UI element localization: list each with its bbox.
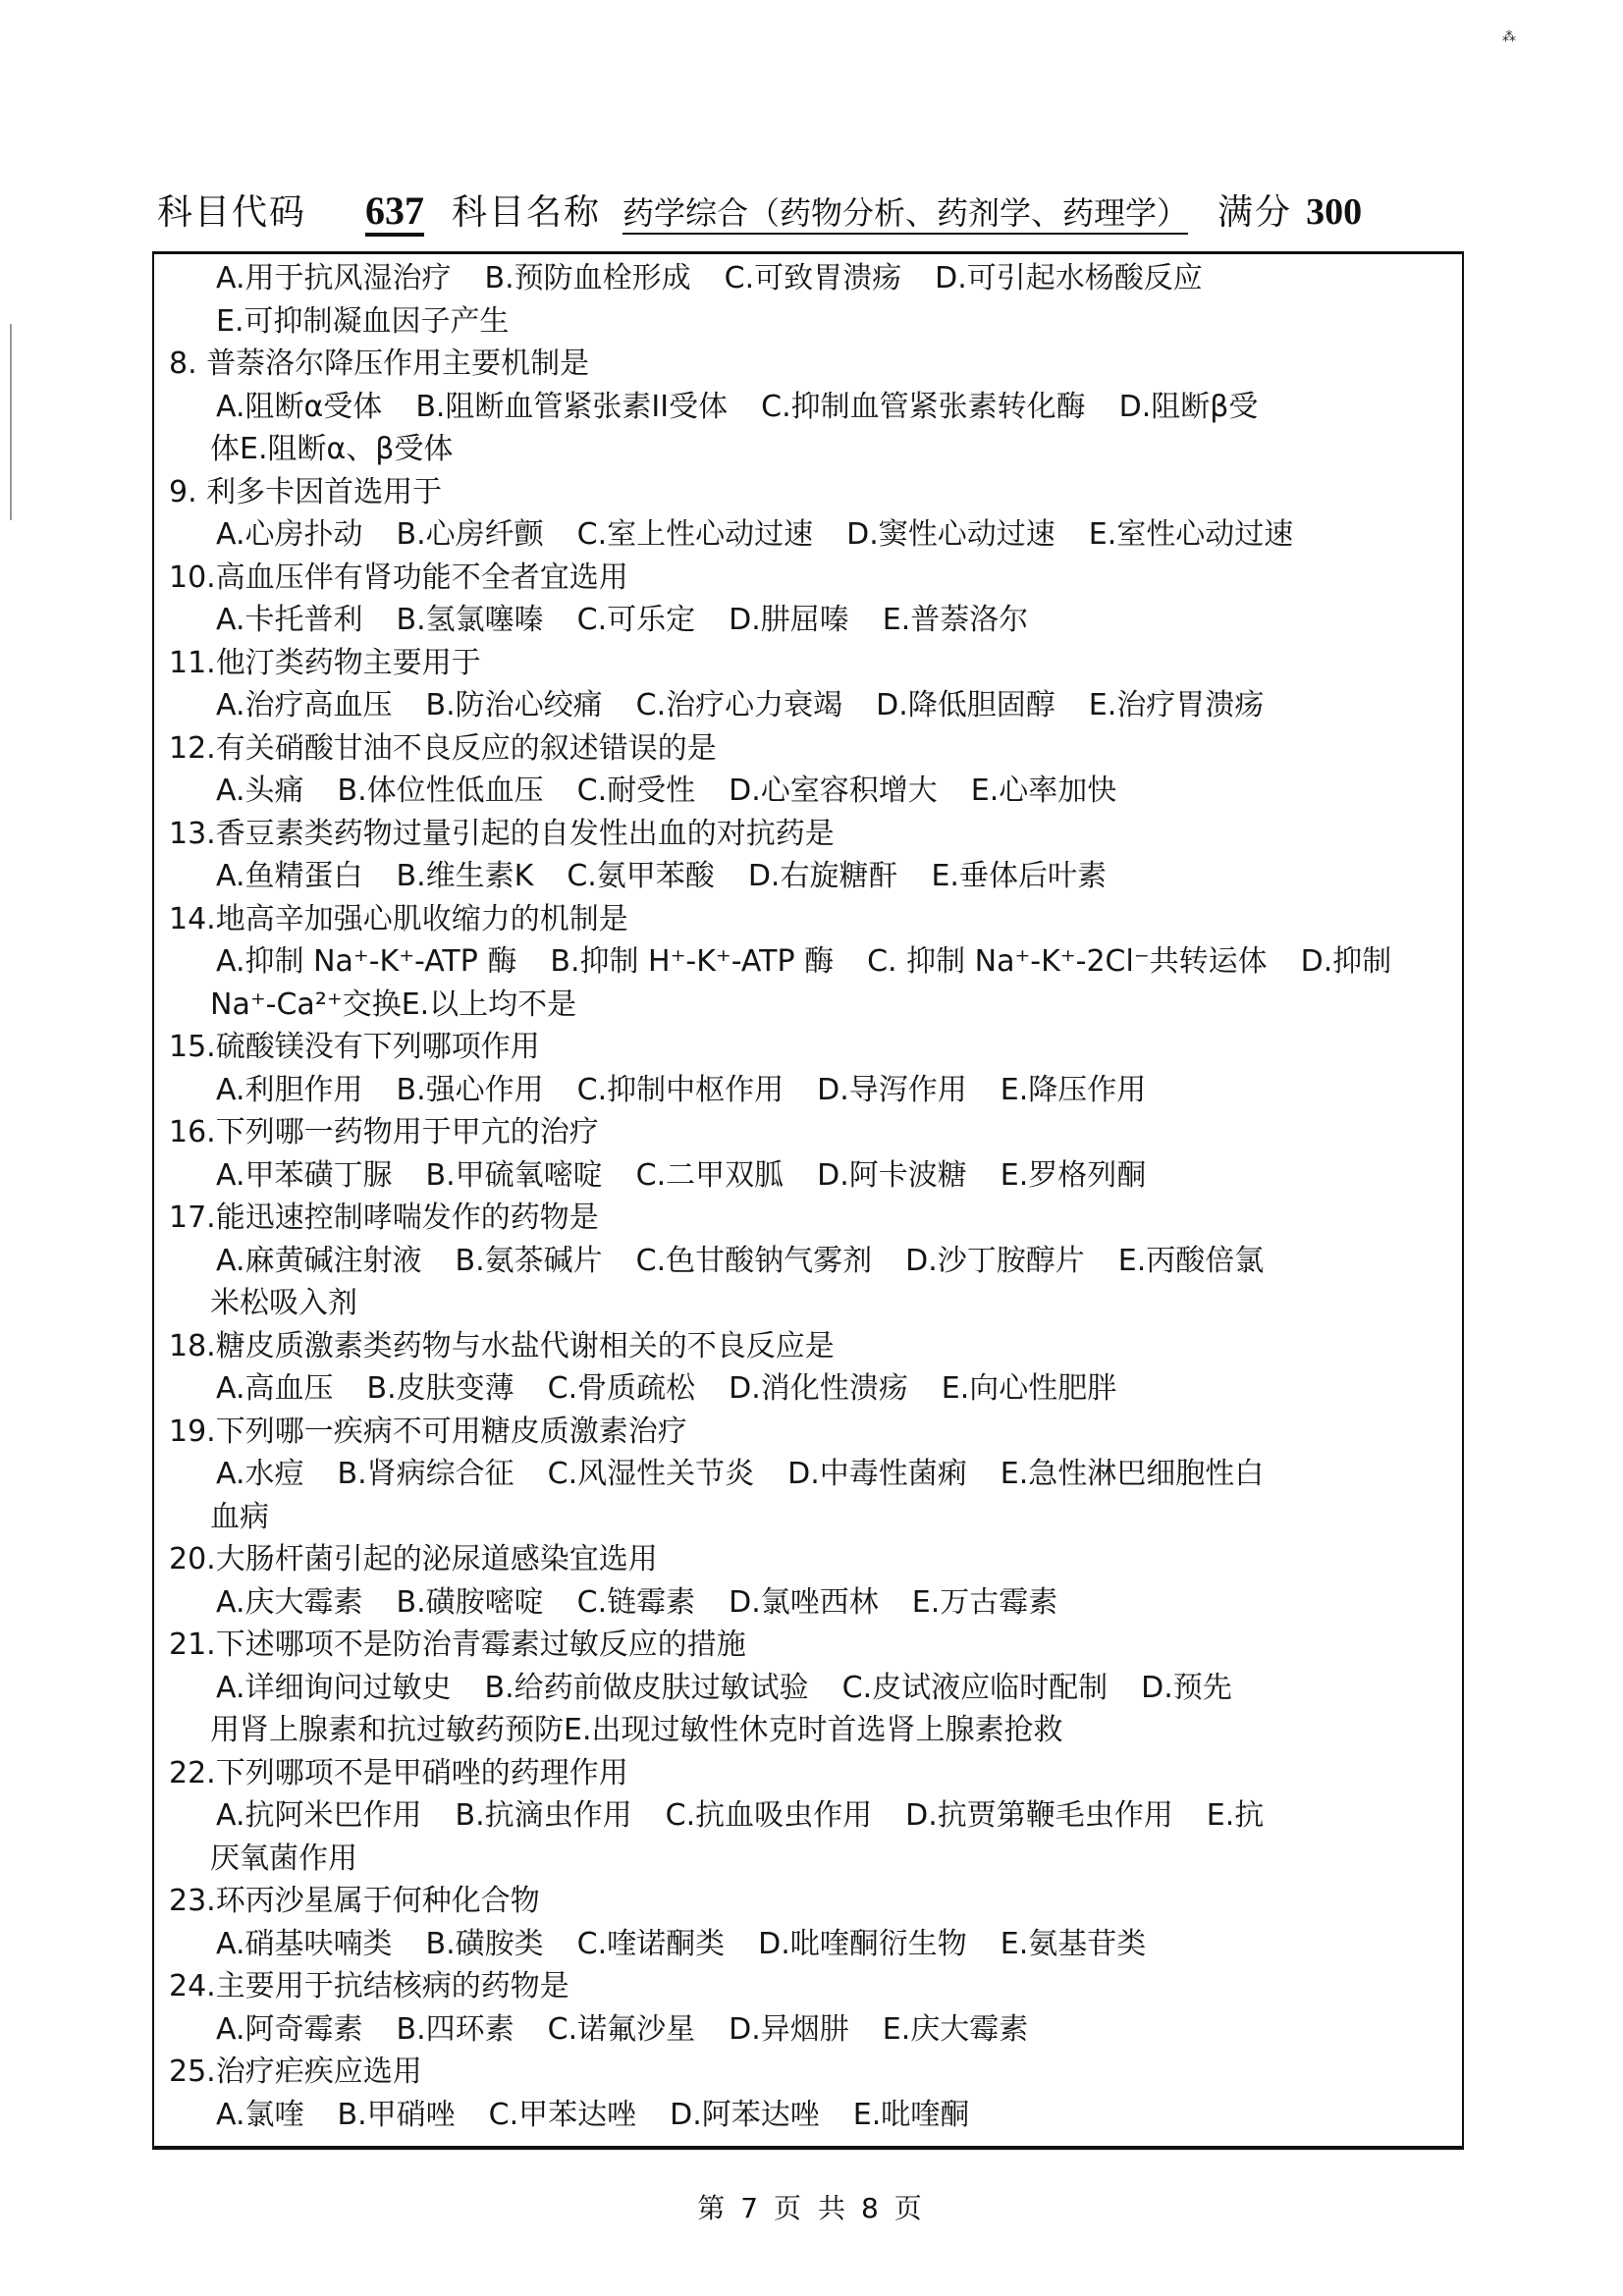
answer-option: C.骨质疏松	[547, 1371, 696, 1406]
answer-option: C.氨甲苯酸	[567, 859, 715, 893]
footer-prefix: 第	[697, 2192, 730, 2224]
answer-option: D.可引起水杨酸反应	[935, 261, 1203, 295]
answer-option: B.体位性低血压	[337, 774, 544, 808]
question-stem: 20.大肠杆菌引起的泌尿道感染宜选用	[169, 1542, 658, 1576]
question-item	[165, 1026, 1461, 1111]
question-item	[165, 727, 1461, 813]
answer-option: A.麻黄碱注射液	[216, 1243, 422, 1278]
answer-option: A.头痛	[216, 774, 304, 808]
question-stem: 21.下述哪项不是防治青霉素过敏反应的措施	[169, 1628, 746, 1662]
exam-header	[157, 185, 1362, 243]
question-item	[165, 1197, 1461, 1325]
question-stem: 19.下列哪一疾病不可用糖皮质激素治疗	[169, 1414, 687, 1449]
answer-option: D.窦性心动过速	[846, 517, 1055, 552]
answer-option: E.出现过敏性休克时首选肾上腺素抢救	[564, 1713, 1063, 1747]
question-stem: 13.香豆素类药物过量引起的自发性出血的对抗药是	[169, 816, 835, 851]
question-stem: 24.主要用于抗结核病的药物是	[169, 1969, 569, 2003]
full-score: 300	[1306, 191, 1363, 233]
answer-option: E.吡喹酮	[852, 2097, 970, 2132]
question-stem: 23.环丙沙星属于何种化合物	[169, 1884, 540, 1918]
question-stem: 17.能迅速控制哮喘发作的药物是	[169, 1201, 599, 1235]
option-line	[165, 513, 1461, 557]
answer-option: E.向心性肥胖	[941, 1371, 1117, 1406]
footer-total-pages: 8	[860, 2192, 883, 2224]
answer-option: E.普萘洛尔	[882, 603, 1029, 637]
answer-option: B.四环素	[396, 2011, 514, 2047]
answer-option: D.阿卡波糖	[817, 1157, 967, 1193]
question-stem: 15.硫酸镁没有下列哪项作用	[169, 1030, 540, 1064]
answer-option: A.卡托普利	[216, 603, 363, 637]
answer-option: C.耐受性	[576, 774, 696, 808]
question-stem: 22.下列哪项不是甲硝唑的药理作用	[169, 1755, 628, 1790]
option-line	[165, 1367, 1461, 1411]
answer-option: B.氨茶碱片	[455, 1243, 603, 1278]
answer-option: 体	[210, 432, 240, 466]
answer-option: E.抗	[1206, 1798, 1265, 1833]
answer-option: E.氨基苷类	[1000, 1926, 1147, 1961]
answer-option: C.链霉素	[576, 1584, 696, 1620]
question-item	[165, 257, 1461, 343]
answer-option: A.抗阿米巴作用	[216, 1798, 422, 1833]
answer-option: B.甲硫氧嘧啶	[425, 1157, 603, 1193]
option-line	[165, 2094, 1461, 2137]
answer-option: C.室上性心动过速	[576, 517, 814, 552]
page-footer	[0, 2187, 1623, 2226]
question-item	[165, 813, 1461, 898]
answer-option: D.消化性溃疡	[729, 1371, 908, 1406]
scan-specks: ⁂	[1502, 29, 1516, 45]
answer-option: A.治疗高血压	[216, 688, 393, 722]
answer-option: D.中毒性菌痢	[787, 1457, 967, 1491]
question-item	[165, 471, 1461, 557]
question-item	[165, 1752, 1461, 1881]
answer-option: E.可抑制凝血因子产生	[216, 303, 510, 339]
answer-option: E.室性心动过速	[1088, 517, 1294, 552]
answer-option: B.磺胺类	[425, 1926, 544, 1961]
question-stem: 14.地高辛加强心肌收缩力的机制是	[169, 901, 628, 936]
answer-option: D.吡喹酮衍生物	[758, 1926, 967, 1961]
question-item	[165, 1411, 1461, 1539]
answer-option: C.抑制血管紧张素转化酶	[761, 389, 1086, 424]
option-line	[165, 1069, 1461, 1112]
answer-option: D.导泻作用	[817, 1072, 967, 1107]
option-line	[165, 599, 1461, 642]
answer-option: C.可致胃溃疡	[724, 261, 902, 295]
answer-option: B.维生素K	[396, 859, 534, 893]
answer-option: A.硝基呋喃类	[216, 1926, 393, 1961]
option-line	[165, 984, 1461, 1027]
answer-option: B.甲硝唑	[337, 2097, 456, 2132]
option-line	[165, 1794, 1461, 1838]
question-item	[165, 1965, 1461, 2051]
question-item	[165, 557, 1461, 642]
answer-option: A.水痘	[216, 1457, 304, 1491]
answer-option: B.抑制 H⁺-K⁺-ATP 酶	[550, 944, 835, 979]
answer-option: C.二甲双胍	[635, 1157, 784, 1193]
option-line	[165, 2008, 1461, 2052]
question-item	[165, 1538, 1461, 1624]
answer-option: C.甲苯达唑	[488, 2097, 637, 2132]
answer-option: E.心率加快	[970, 774, 1117, 808]
option-line	[165, 684, 1461, 727]
option-line	[165, 1453, 1461, 1496]
footer-suffix: 页	[893, 2192, 926, 2224]
answer-option: A.用于抗风湿治疗	[216, 261, 452, 295]
option-line	[165, 855, 1461, 898]
answer-option: B.强心作用	[396, 1072, 544, 1107]
answer-option: B.给药前做皮肤过敏试验	[484, 1670, 809, 1705]
answer-option: E.庆大霉素	[882, 2011, 1029, 2047]
option-line	[165, 1667, 1461, 1710]
question-stem: 18.糖皮质激素类药物与水盐代谢相关的不良反应是	[169, 1328, 835, 1363]
answer-option: 用肾上腺素和抗过敏药预防	[210, 1713, 564, 1747]
answer-option: E.丙酸倍氯	[1117, 1243, 1265, 1278]
question-item	[165, 898, 1461, 1027]
question-item	[165, 1111, 1461, 1197]
answer-option: B.肾病综合征	[337, 1457, 514, 1491]
question-stem: 11.他汀类药物主要用于	[169, 645, 481, 680]
answer-option: A.庆大霉素	[216, 1584, 363, 1620]
answer-option: B.磺胺嘧啶	[396, 1584, 544, 1620]
question-stem: 9. 利多卡因首选用于	[169, 474, 443, 509]
answer-option: C.皮试液应临时配制	[841, 1670, 1109, 1705]
answer-option: C.治疗心力衰竭	[635, 688, 843, 722]
answer-option: D.右旋糖酐	[747, 859, 898, 893]
answer-option: C.诺氟沙星	[547, 2011, 696, 2047]
answer-option: A.抑制 Na⁺-K⁺-ATP 酶	[216, 944, 517, 979]
answer-option: C.喹诺酮类	[576, 1926, 726, 1961]
answer-option: B.阻断血管紧张素II受体	[415, 389, 729, 424]
answer-option: C.抑制中枢作用	[576, 1072, 784, 1107]
option-line	[165, 428, 1461, 471]
answer-option: D.肼屈嗪	[729, 603, 849, 637]
answer-option: Na⁺-Ca²⁺交换	[210, 987, 402, 1022]
answer-option: D.阿苯达唑	[670, 2097, 820, 2132]
question-list	[165, 257, 1461, 2136]
answer-option: B.心房纤颤	[396, 517, 544, 552]
full-score-label: 满分	[1217, 192, 1293, 233]
subject-name-label: 科目名称	[452, 192, 602, 233]
option-line	[165, 1154, 1461, 1198]
answer-option: D.抑制	[1300, 944, 1392, 979]
answer-option: D.抗贾第鞭毛虫作用	[905, 1798, 1173, 1833]
answer-option: E.降压作用	[1000, 1072, 1147, 1107]
option-line	[165, 770, 1461, 813]
answer-option: C.风湿性关节炎	[547, 1457, 755, 1491]
answer-option: A.利胆作用	[216, 1072, 363, 1107]
answer-option: D.心室容积增大	[729, 774, 938, 808]
question-stem: 10.高血压伴有肾功能不全者宜选用	[169, 560, 628, 595]
answer-option: D.氯唑西林	[729, 1584, 879, 1620]
answer-option: A.鱼精蛋白	[216, 859, 363, 893]
answer-option: E.急性淋巴细胞性白	[1000, 1457, 1265, 1491]
question-item	[165, 1624, 1461, 1752]
option-line	[165, 1838, 1461, 1881]
answer-option: B.氢氯噻嗪	[396, 603, 544, 637]
answer-option: A.甲苯磺丁脲	[216, 1157, 393, 1193]
answer-option: C.抗血吸虫作用	[665, 1798, 873, 1833]
question-stem: 16.下列哪一药物用于甲亢的治疗	[169, 1115, 599, 1149]
option-line	[165, 1709, 1461, 1752]
subject-code: 637	[365, 189, 424, 237]
option-line	[165, 1581, 1461, 1625]
question-item	[165, 2051, 1461, 2136]
answer-option: A.高血压	[216, 1371, 334, 1406]
option-line	[165, 1923, 1461, 1966]
question-stem: 8. 普萘洛尔降压作用主要机制是	[169, 347, 590, 381]
answer-option: D.预先	[1141, 1670, 1232, 1705]
answer-option: E.罗格列酮	[1000, 1157, 1147, 1193]
answer-option: D.沙丁胺醇片	[905, 1243, 1085, 1278]
answer-option: A.详细询问过敏史	[216, 1670, 452, 1705]
question-item	[165, 343, 1461, 471]
answer-option: 血病	[210, 1499, 269, 1534]
answer-option: A.阿奇霉素	[216, 2011, 363, 2047]
footer-middle: 页 共	[774, 2192, 849, 2224]
answer-option: E.阻断α、β受体	[240, 432, 454, 466]
answer-option: D.阻断β受	[1118, 389, 1259, 424]
answer-option: A.心房扑动	[216, 517, 363, 552]
option-line	[165, 940, 1461, 984]
answer-option: E.垂体后叶素	[931, 859, 1107, 893]
answer-option: 厌氧菌作用	[210, 1841, 357, 1876]
option-line	[165, 257, 1461, 300]
answer-option: C. 抑制 Na⁺-K⁺-2Cl⁻共转运体	[867, 944, 1268, 979]
answer-option: C.色甘酸钠气雾剂	[635, 1243, 873, 1278]
answer-option: A.阻断α受体	[216, 389, 383, 424]
answer-option: B.皮肤变薄	[366, 1371, 514, 1406]
answer-option: E.治疗胃溃疡	[1088, 688, 1265, 722]
answer-option: D.异烟肼	[729, 2011, 849, 2047]
answer-option: 米松吸入剂	[210, 1286, 357, 1320]
question-item	[165, 1325, 1461, 1411]
question-item	[165, 1880, 1461, 1965]
answer-option: C.可乐定	[576, 603, 696, 637]
option-line	[165, 1240, 1461, 1283]
answer-option: A.氯喹	[216, 2097, 304, 2132]
question-stem: 12.有关硝酸甘油不良反应的叙述错误的是	[169, 730, 717, 766]
footer-page-number: 7	[740, 2192, 763, 2224]
question-stem: 25.治疗疟疾应选用	[169, 2055, 422, 2089]
answer-option: E.万古霉素	[911, 1584, 1058, 1620]
question-item	[165, 642, 1461, 727]
scan-margin-mark	[10, 324, 12, 520]
answer-option: D.降低胆固醇	[876, 688, 1055, 722]
subject-name: 药学综合（药物分析、药剂学、药理学）	[622, 193, 1188, 235]
option-line	[165, 300, 1461, 344]
answer-option: E.以上均不是	[401, 987, 577, 1022]
option-line	[165, 1496, 1461, 1539]
option-line	[165, 386, 1461, 429]
answer-option: B.抗滴虫作用	[455, 1798, 632, 1833]
answer-option: B.预防血栓形成	[484, 261, 691, 295]
option-line	[165, 1282, 1461, 1325]
subject-code-label: 科目代码	[157, 192, 307, 233]
answer-option: B.防治心绞痛	[425, 688, 603, 722]
